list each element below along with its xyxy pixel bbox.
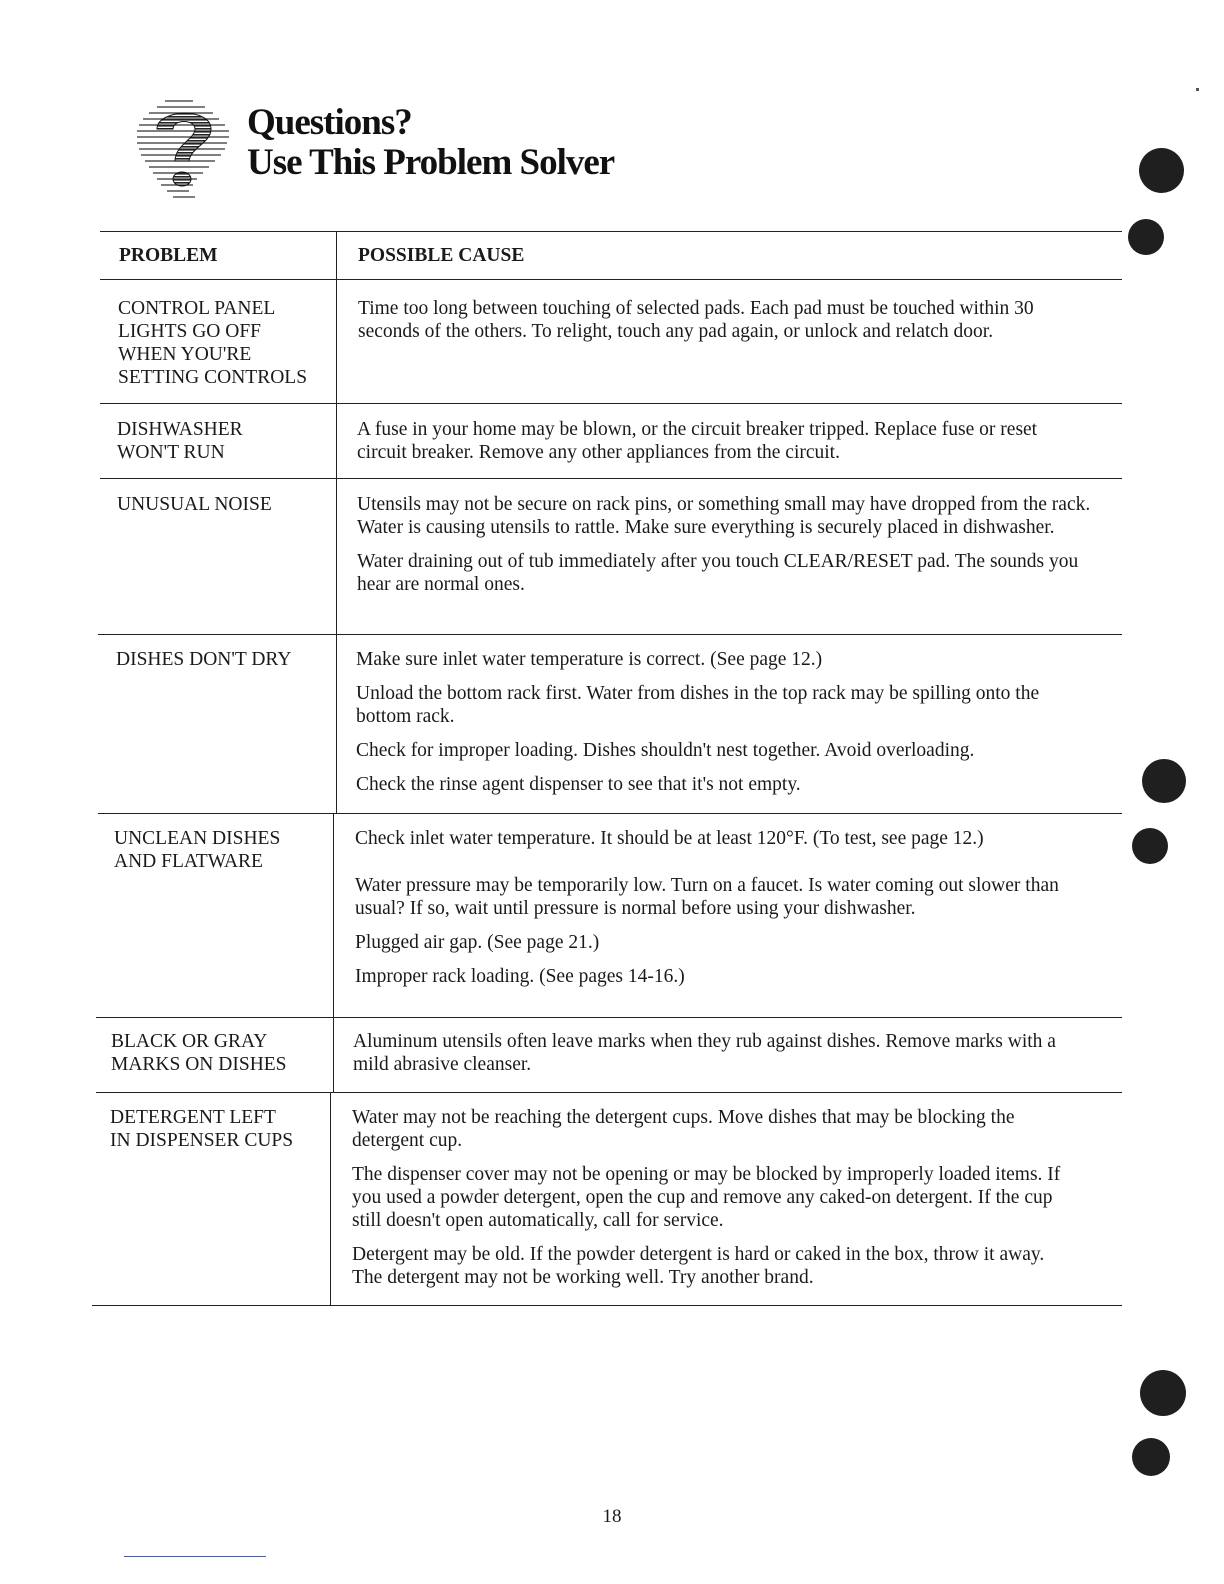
cause-cell: [357, 418, 1087, 475]
cause-text: Water pressure may be temporarily low. Turn on a faucet. Is water coming out slower than usual? If so, wait until pressure is normal before using your dishwasher.: [355, 875, 1059, 919]
page-subtitle: Use This Problem Solver: [247, 142, 615, 183]
row-divider: [98, 813, 1122, 814]
problem-cell: CONTROL PANEL LIGHTS GO OFF WHEN YOU'RE SETTING CONTROLS: [118, 298, 308, 388]
page-title: Questions?: [247, 102, 412, 143]
table-top-rule: [100, 231, 1122, 232]
cause-text: Water draining out of tub immediately after you touch CLEAR/RESET pad. The sounds you hear are normal ones.: [357, 551, 1079, 595]
page-number: 18: [602, 1506, 622, 1527]
cause-text: Water may not be reaching the detergent cups. Move dishes that may be blocking the detergent cup.: [352, 1107, 1015, 1151]
cause-cell: [358, 297, 1098, 354]
problem-cell: UNUSUAL NOISE: [117, 494, 272, 515]
page-header: [135, 95, 695, 215]
header-bottom-rule: [100, 279, 1122, 280]
cause-text: Check the rinse agent dispenser to see that it's not empty.: [356, 774, 801, 795]
cause-text: Utensils may not be secure on rack pins, or something small may have dropped from the rack. Water is causing utensils to rattle. Make sure everything is securely placed in dishwasher.: [357, 494, 1091, 538]
binder-hole: [1140, 1370, 1186, 1416]
row-divider: [100, 403, 1122, 404]
cause-text: Unload the bottom rack first. Water from dishes in the top rack may be spilling onto the bottom rack.: [356, 683, 1040, 727]
table-bottom-rule: [92, 1305, 1122, 1306]
cause-text: Detergent may be old. If the powder detergent is hard or caked in the box, throw it away. The detergent may not be working well. Try another brand.: [352, 1244, 1045, 1288]
column-divider: [333, 813, 334, 1093]
title-block: [247, 103, 614, 183]
cause-text: Improper rack loading. (See pages 14-16.): [355, 966, 685, 987]
column-header-possible-cause: POSSIBLE CAUSE: [358, 245, 525, 266]
binder-hole: [1139, 148, 1184, 193]
row-divider: [96, 1092, 1122, 1093]
cause-text: Check for improper loading. Dishes shouldn't nest together. Avoid overloading.: [356, 740, 975, 761]
question-mark-icon: [135, 95, 233, 205]
cause-cell: [352, 1106, 1077, 1300]
binder-hole: [1132, 828, 1168, 864]
binder-hole: [1128, 219, 1164, 255]
column-header-problem: PROBLEM: [119, 245, 218, 266]
cause-text: Check inlet water temperature. It should be at least 120°F. (To test, see page 12.): [355, 828, 984, 849]
row-divider: [98, 634, 1122, 635]
problem-cell: DISHES DON'T DRY: [116, 649, 292, 670]
cause-text: Time too long between touching of selected pads. Each pad must be touched within 30 seconds of the others. To relight, touch any pad again, or unlock and relatch door.: [358, 298, 1034, 342]
problem-cell: DETERGENT LEFT IN DISPENSER CUPS: [110, 1107, 294, 1151]
row-divider: [96, 1017, 1122, 1018]
binder-hole: [1132, 1438, 1170, 1476]
problem-cell: DISHWASHER WON'T RUN: [117, 419, 243, 463]
binder-hole: [1142, 759, 1186, 803]
column-divider: [330, 1092, 331, 1305]
cause-cell: [355, 827, 1100, 999]
column-divider: [336, 231, 337, 814]
cause-text: Plugged air gap. (See page 21.): [355, 932, 600, 953]
row-divider: [100, 478, 1122, 479]
cause-cell: [356, 648, 1056, 807]
cause-text: Aluminum utensils often leave marks when they rub against dishes. Remove marks with a mild abrasive cleanser.: [353, 1031, 1056, 1075]
scan-speck: [1196, 88, 1199, 91]
cause-text: The dispenser cover may not be opening or may be blocked by improperly loaded items. If you used a powder detergent, open the cup and remove any caked-on detergent. If the cup still doesn't open automatically, call for service.: [352, 1164, 1061, 1231]
problem-cell: BLACK OR GRAY MARKS ON DISHES: [111, 1031, 287, 1075]
footer-rule: [124, 1556, 266, 1557]
cause-cell: [357, 493, 1092, 607]
cause-cell: [353, 1030, 1083, 1087]
problem-cell: UNCLEAN DISHES AND FLATWARE: [114, 828, 281, 872]
cause-text: A fuse in your home may be blown, or the circuit breaker tripped. Replace fuse or reset circuit breaker. Remove any other appliances from the circuit.: [357, 419, 1038, 463]
cause-text: Make sure inlet water temperature is correct. (See page 12.): [356, 649, 823, 670]
